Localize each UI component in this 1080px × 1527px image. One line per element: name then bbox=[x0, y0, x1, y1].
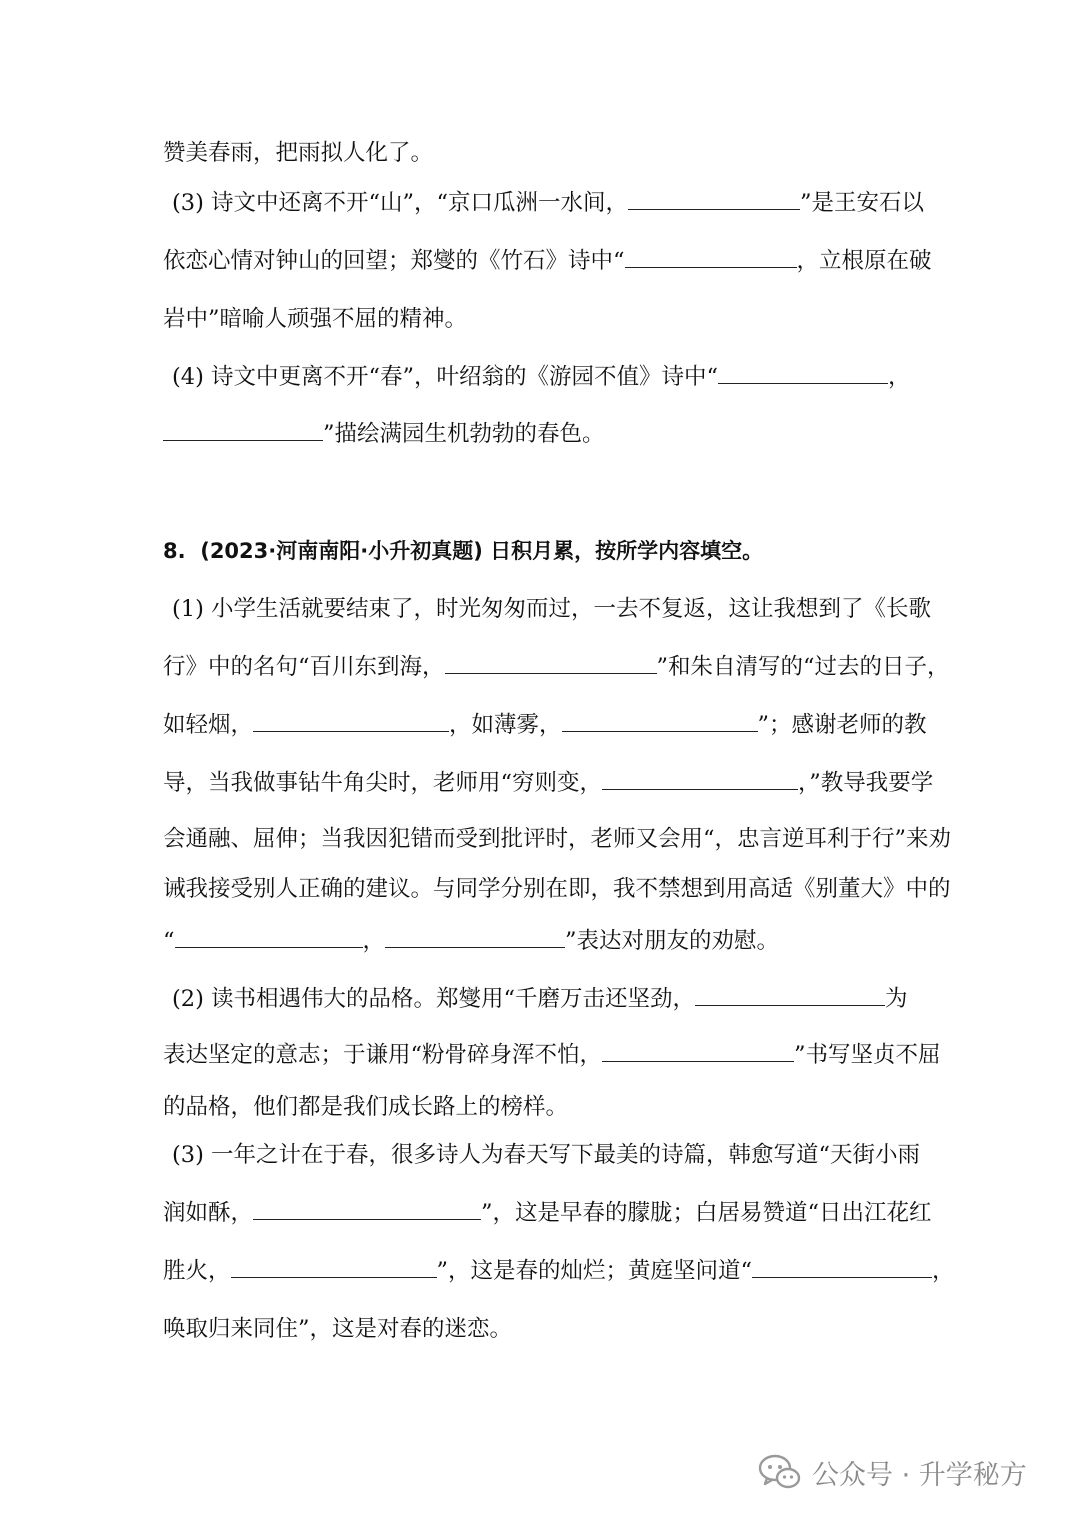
text: 读书相遇伟大的品格。郑燮用“千磨万击还坚劲， bbox=[211, 986, 696, 1012]
sub-label: (2) bbox=[172, 986, 204, 1012]
text: 岩中”暗喻人顽强不屈的精神。 bbox=[163, 306, 468, 332]
text: 唤取归来同住”，这是对春的迷恋。 bbox=[163, 1316, 513, 1342]
wechat-icon bbox=[758, 1452, 802, 1492]
q8-sub1-line1 bbox=[172, 594, 932, 624]
q7-sub4-line1 bbox=[172, 362, 932, 392]
text: ”是王安石以 bbox=[800, 190, 925, 216]
text: 表达坚定的意志；于谦用“粉骨碎身浑不怕， bbox=[163, 1042, 603, 1068]
answer-blank[interactable] bbox=[253, 1199, 481, 1220]
q8-sub1-line7 bbox=[163, 926, 923, 956]
text: 润如酥， bbox=[163, 1200, 254, 1226]
text: 的品格，他们都是我们成长路上的榜样。 bbox=[163, 1094, 569, 1120]
q8-sub3-line3 bbox=[163, 1256, 955, 1286]
text: ， bbox=[362, 928, 386, 954]
text: 小学生活就要结束了，时光匆匆而过，一去不复返，这让我想到了《长歌 bbox=[211, 596, 932, 622]
q8-sub1-line5 bbox=[163, 824, 952, 854]
q8-title bbox=[163, 536, 923, 566]
q7-sub4-line2 bbox=[163, 419, 923, 449]
text: 会通融、屈伸；当我因犯错而受到批评时，老师又会用“，忠言逆耳利于行”来劝 bbox=[163, 826, 952, 852]
sub-label: (3) bbox=[172, 190, 204, 216]
q7-sub3-line3 bbox=[163, 304, 923, 334]
sub-label: (4) bbox=[172, 364, 204, 390]
text: ，立根原在破 bbox=[796, 248, 932, 274]
q7-sub3-line1 bbox=[172, 188, 932, 218]
answer-blank[interactable] bbox=[602, 769, 798, 790]
text: ，”教导我要学 bbox=[798, 770, 934, 796]
q8-sub2-line2 bbox=[163, 1040, 941, 1070]
sub-label: (3) bbox=[172, 1142, 204, 1168]
answer-blank[interactable] bbox=[445, 653, 657, 674]
answer-blank[interactable] bbox=[695, 985, 885, 1006]
q8-sub1-line3 bbox=[163, 710, 927, 740]
answer-blank[interactable] bbox=[163, 420, 323, 441]
q8-sub3-line2 bbox=[163, 1198, 932, 1228]
answer-blank[interactable] bbox=[602, 1041, 794, 1062]
text: 导，当我做事钻牛角尖时，老师用“穷则变， bbox=[163, 770, 603, 796]
q7-sub3-line2 bbox=[163, 246, 932, 276]
text: ”和朱自清写的“过去的日子， bbox=[656, 654, 950, 680]
answer-blank[interactable] bbox=[253, 711, 449, 732]
text: ， bbox=[888, 364, 911, 390]
watermark-text: 公众号 · 升学秘方 bbox=[812, 1459, 1027, 1491]
text: ，如薄雾， bbox=[449, 712, 562, 738]
text: ， bbox=[932, 1258, 955, 1284]
text: 行》中的名句“百川东到海， bbox=[163, 654, 445, 680]
text: ”，这是春的灿烂；黄庭坚问道“ bbox=[436, 1258, 753, 1284]
question-instruction: 日积月累，按所学内容填空。 bbox=[490, 539, 764, 563]
text: 如轻烟， bbox=[163, 712, 254, 738]
q8-sub3-line4 bbox=[163, 1314, 923, 1344]
question-number: 8. bbox=[163, 539, 186, 563]
text: 赞美春雨，把雨拟人化了。 bbox=[163, 140, 434, 166]
answer-blank[interactable] bbox=[625, 247, 797, 268]
answer-blank[interactable] bbox=[718, 363, 888, 384]
answer-blank[interactable] bbox=[562, 711, 758, 732]
text: 诗文中更离不开“春”，叶绍翁的《游园不值》诗中“ bbox=[211, 364, 719, 390]
text: ”表达对朋友的劝慰。 bbox=[565, 928, 780, 954]
sub-label: (1) bbox=[172, 596, 204, 622]
text: 为 bbox=[885, 986, 908, 1012]
answer-blank[interactable] bbox=[231, 1257, 437, 1278]
text: 胜火， bbox=[163, 1258, 231, 1284]
text: 依恋心情对钟山的回望；郑燮的《竹石》诗中“ bbox=[163, 248, 625, 274]
text: ”；感谢老师的教 bbox=[757, 712, 927, 738]
answer-blank[interactable] bbox=[175, 927, 363, 948]
answer-blank[interactable] bbox=[628, 189, 800, 210]
text: ”书写坚贞不屈 bbox=[794, 1042, 941, 1068]
q8-sub1-line6 bbox=[163, 874, 951, 904]
text: ”，这是早春的朦胧；白居易赞道“日出江花红 bbox=[481, 1200, 932, 1226]
answer-blank[interactable] bbox=[752, 1257, 932, 1278]
q8-sub1-line2 bbox=[163, 652, 950, 682]
answer-blank[interactable] bbox=[385, 927, 565, 948]
q8-sub1-line4 bbox=[163, 768, 934, 798]
question-source: (2023·河南南阳·小升初真题) bbox=[200, 539, 483, 563]
text: “ bbox=[163, 928, 175, 954]
text: 诫我接受别人正确的建议。与同学分别在即，我不禁想到用高适《别董大》中的 bbox=[163, 876, 951, 902]
text: 诗文中还离不开“山”，“京口瓜洲一水间， bbox=[211, 190, 629, 216]
wechat-watermark bbox=[758, 1452, 1027, 1492]
text: ”描绘满园生机勃勃的春色。 bbox=[323, 421, 605, 447]
q8-sub2-line3 bbox=[163, 1092, 923, 1122]
q8-sub3-line1 bbox=[172, 1140, 932, 1170]
q8-sub2-line1 bbox=[172, 984, 932, 1014]
q7-line bbox=[163, 138, 923, 168]
text: 一年之计在于春，很多诗人为春天写下最美的诗篇，韩愈写道“天街小雨 bbox=[211, 1142, 921, 1168]
